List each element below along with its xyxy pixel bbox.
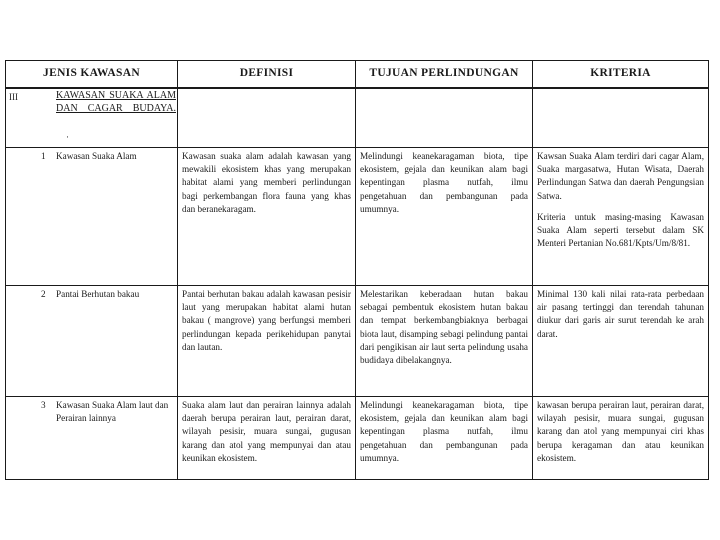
section-mark: · (66, 132, 69, 142)
tujuan-cell (356, 286, 533, 397)
jenis-cell (6, 286, 178, 397)
row-name: Kawasan Suaka Alam laut dan Perairan lainnya (56, 400, 169, 424)
section-numeral: III (9, 92, 18, 102)
row-name: Kawasan Suaka Alam (56, 151, 137, 161)
kriteria-cell (533, 148, 709, 286)
tujuan-text: Melindungi keanekaragaman biota, tipe ekosistem, gejala dan keunikan alam bagi kepentingan plasma nutfah, ilmu pengetahuan dan pembangunan pada umumnya. (360, 400, 528, 463)
row-number: 1 (41, 151, 46, 161)
kriteria-cell (533, 286, 709, 397)
definisi-text: Pantai berhutan bakau adalah kawasan pesisir laut yang merupakan habitat alami hutan bakau ( mangrove) yang berfungsi memberi perlindungan kepada perikehidupan panytai dan lautan. (182, 289, 351, 352)
kriteria-text-2: Kriteria untuk masing-masing Kawasan Suaka Alam seperti tersebut dalam SK Menteri Pertanian No.681/Kpts/Um/8/81. (537, 211, 704, 249)
table-header-row (6, 61, 709, 89)
tujuan-text: Melindungi keanekaragaman biota, tipe ekosistem, gejala dan keunikan alam bagi kepentingan plasma nutfah, ilmu pengetahuan dan pembangunan pada umumnya. (360, 151, 528, 214)
definisi-cell (178, 286, 356, 397)
kriteria-text: Minimal 130 kali nilai rata-rata perbedaan air pasang tertinggi dan terendah tahunan diukur dari garis air surut terendah ke arah darat. (537, 289, 704, 339)
tujuan-cell (356, 148, 533, 286)
header-kriteria: KRITERIA (533, 61, 709, 89)
row-name: Pantai Berhutan bakau (56, 289, 140, 299)
section-cell (6, 88, 178, 148)
kriteria-text: kawasan berupa perairan laut, perairan darat, wilayah pesisir, muara sungai, gugusan karang dan atol yang mempunyai ciri khas berupa keragaman dan atau keunikan ekosistem. (537, 400, 704, 463)
kriteria-cell (533, 397, 709, 480)
definisi-text: Suaka alam laut dan perairan lainnya adalah daerah berupa perairan laut, perairan darat, wilayah pesisir, muara sungai, gugusan karang dan atol yang mempunyai dan atau keunikan ekosistem. (182, 400, 351, 463)
header-definisi: DEFINISI (178, 61, 356, 89)
definisi-cell (178, 148, 356, 286)
tujuan-text: Melestarikan keberadaan hutan bakau sebagai pembentuk ekosistem hutan bakau dan tempat berkembangbiaknya berbagai biota laut, disamping sebagi pelindung pantai dari pengikisan air laut serta pelindung usaha budidaya dibelakangnya. (360, 289, 528, 366)
table-row (6, 148, 709, 286)
tujuan-cell (356, 397, 533, 480)
jenis-cell (6, 148, 178, 286)
criteria-table (5, 60, 709, 480)
kriteria-text: Kawsan Suaka Alam terdiri dari cagar Alam, Suaka margasatwa, Hutan Wisata, Daerah Perlindungan Satwa dan daerah Pengungsian Satwa. (537, 151, 704, 201)
header-jenis-kawasan: JENIS KAWASAN (6, 61, 178, 89)
jenis-cell (6, 397, 178, 480)
section-kriteria-cell (533, 88, 709, 148)
row-number: 2 (41, 289, 46, 299)
header-tujuan-perlindungan: TUJUAN PERLINDUNGAN (356, 61, 533, 89)
row-number: 3 (41, 400, 46, 410)
section-title: KAWASAN SUAKA ALAM DAN CAGAR BUDAYA. (56, 90, 176, 114)
table-row (6, 397, 709, 480)
section-row (6, 88, 709, 148)
table-row (6, 286, 709, 397)
definisi-text: Kawasan suaka alam adalah kawasan yang mewakili ekosistem khas yang merupakan habitat alami yang memberi perlindungan bagi perkembangan flora fauna yang khas dan beranekaragam. (182, 151, 351, 214)
definisi-cell (178, 397, 356, 480)
section-definisi-cell (178, 88, 356, 148)
section-tujuan-cell (356, 88, 533, 148)
